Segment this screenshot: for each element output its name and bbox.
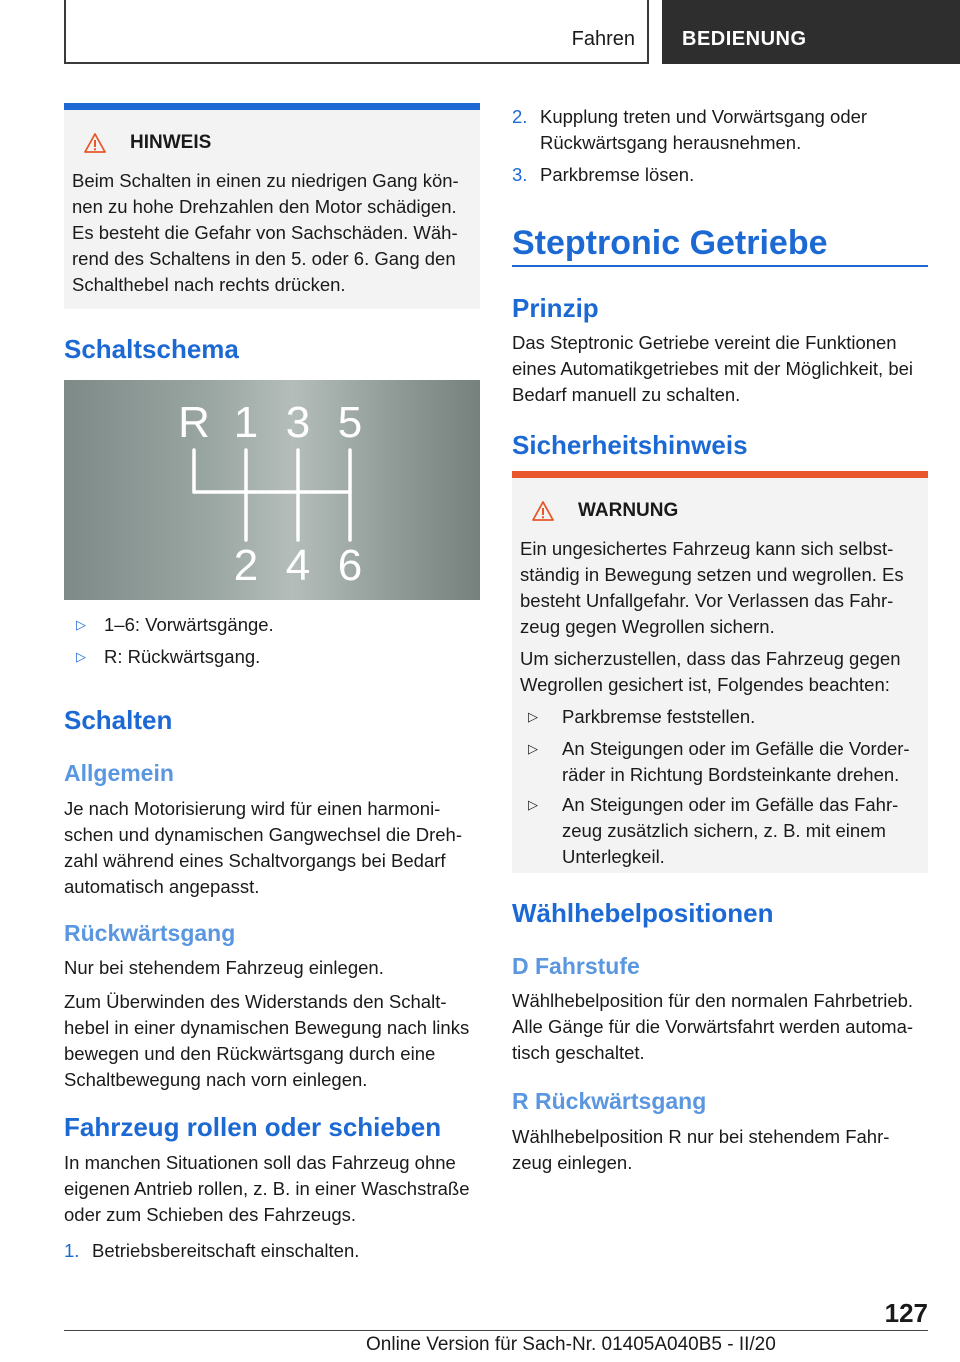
step-text: Parkbremse lösen. <box>540 164 695 185</box>
allgemein-heading: Allgemein <box>64 760 174 786</box>
footer-text: Online Version für Sach-Nr. 01405A040B5 - II/20 <box>366 1334 776 1355</box>
header-left-box <box>64 0 649 64</box>
rollen-text: In manchen Situationen soll das Fahrzeug ohne eigenen Antrieb rollen, z. B. in einer Waschstraße oder zum Schieben des Fahrzeugs. <box>64 1152 470 1225</box>
prinzip-heading: Prinzip <box>512 293 599 323</box>
list-item: ▷ 1–6: Vorwärtsgänge. <box>76 612 480 638</box>
gear-label: 5 <box>337 398 363 447</box>
list-item: ▷ An Steigungen oder im Gefälle die Vorder-räder in Richtung Bordsteinkante drehen. <box>528 736 912 788</box>
sicherheitshinweis-heading: Sicherheitshinweis <box>512 430 748 460</box>
page-number: 127 <box>884 1298 928 1328</box>
step-text: Kupplung treten und Vorwärtsgang oder Rückwärtsgang herausnehmen. <box>540 106 868 153</box>
list-item: ▷ Parkbremse feststellen. <box>528 704 912 730</box>
prinzip-text: Das Steptronic Getriebe vereint die Funktionen eines Automatikgetriebes mit der Möglichkeit, bei Bedarf manuell zu schalten. <box>512 332 914 405</box>
hinweis-text: Beim Schalten in einen zu niedrigen Gang kön-nen zu hohe Drehzahlen den Motor schädigen. Es besteht die Gefahr von Sachschäden. Wäh-rend des Schaltens in den 5. oder 6. Gang den Schalthebel nach rechts drücken. <box>72 170 459 295</box>
gear-label: R <box>178 398 210 447</box>
r-rueckwaertsgang-heading: R Rückwärtsgang <box>512 1088 707 1114</box>
gear-label: 2 <box>233 541 259 590</box>
warnung-text-1: Ein ungesichertes Fahrzeug kann sich selbst-ständig in Bewegung setzen und wegrollen. Es besteht Unfallgefahr. Vor Verlassen das Fahr-zeug gegen Wegrollen sichern. <box>520 538 904 637</box>
warnung-notice <box>512 471 928 873</box>
step-item <box>512 162 928 188</box>
waehlhebelpositionen-heading: Wählhebelpositionen <box>512 898 774 928</box>
step-item <box>64 1238 480 1264</box>
rueckwaertsgang-text-2: Zum Überwinden des Widerstands den Schalt-hebel in einer dynamischen Bewegung nach links bewegen und den Rückwärtsgang durch eine Schaltbewegung nach vorn einlegen. <box>64 991 470 1090</box>
header-chapter-title: BEDIENUNG <box>682 28 807 50</box>
gear-numbers <box>178 398 362 590</box>
gear-pattern-graphic <box>64 380 480 600</box>
d-fahrstufe-heading: D Fahrstufe <box>512 953 640 979</box>
gear-label: 6 <box>337 541 363 590</box>
triangle-bullet-icon: ▷ <box>528 741 538 756</box>
footer-rule <box>64 1330 928 1331</box>
gear-label: 1 <box>233 398 259 447</box>
triangle-bullet-icon: ▷ <box>76 649 86 664</box>
gear-label: 4 <box>285 541 311 590</box>
step-number: 2. <box>512 106 528 127</box>
rollen-heading: Fahrzeug rollen oder schieben <box>64 1112 442 1142</box>
r-rueckwaertsgang-text: Wählhebelposition R nur bei stehendem Fahr-zeug einlegen. <box>512 1126 890 1173</box>
steptronic-heading: Steptronic Getriebe <box>512 224 828 262</box>
hinweis-notice <box>64 103 480 309</box>
warnung-text-2: Um sicherzustellen, dass das Fahrzeug gegen Wegrollen gesichert ist, Folgendes beachten: <box>520 648 901 695</box>
gear-shift-pattern-image <box>64 380 480 600</box>
rueckwaertsgang-heading: Rückwärtsgang <box>64 920 236 946</box>
hinweis-label: HINWEIS <box>130 132 212 153</box>
step-text: Betriebsbereitschaft einschalten. <box>92 1240 360 1261</box>
warning-triangle-icon <box>532 500 554 522</box>
step-number: 1. <box>64 1240 80 1261</box>
list-item: ▷ R: Rückwärtsgang. <box>76 644 480 670</box>
triangle-bullet-icon: ▷ <box>528 709 538 724</box>
rueckwaertsgang-text-1: Nur bei stehendem Fahrzeug einlegen. <box>64 957 384 978</box>
schalten-heading: Schalten <box>64 705 173 735</box>
schaltschema-heading: Schaltschema <box>64 334 239 364</box>
list-item: ▷ An Steigungen oder im Gefälle das Fahr-zeug zusätzlich sichern, z. B. mit einem Unterlegkeil. <box>528 792 912 870</box>
step-number: 3. <box>512 164 528 185</box>
warnung-label: WARNUNG <box>578 500 679 521</box>
header-section-title: Fahren <box>571 28 635 50</box>
warnung-header <box>532 500 678 522</box>
allgemein-text: Je nach Motorisierung wird für einen harmoni-schen und dynamischen Gangwechsel die Dreh-zahl während eines Schaltvorgangs bei Bedarf automatisch angepasst. <box>64 798 462 897</box>
hinweis-header <box>84 132 211 154</box>
d-fahrstufe-text: Wählhebelposition für den normalen Fahrbetrieb. Alle Gänge für die Vorwärtsfahrt werden automa-tisch geschaltet. <box>512 990 914 1063</box>
triangle-bullet-icon: ▷ <box>76 617 86 632</box>
header-chapter-tab <box>662 0 960 64</box>
gear-label: 3 <box>285 398 311 447</box>
warning-triangle-icon <box>84 132 106 154</box>
triangle-bullet-icon: ▷ <box>528 797 538 812</box>
step-item <box>512 104 928 156</box>
heading-rule <box>512 265 928 267</box>
